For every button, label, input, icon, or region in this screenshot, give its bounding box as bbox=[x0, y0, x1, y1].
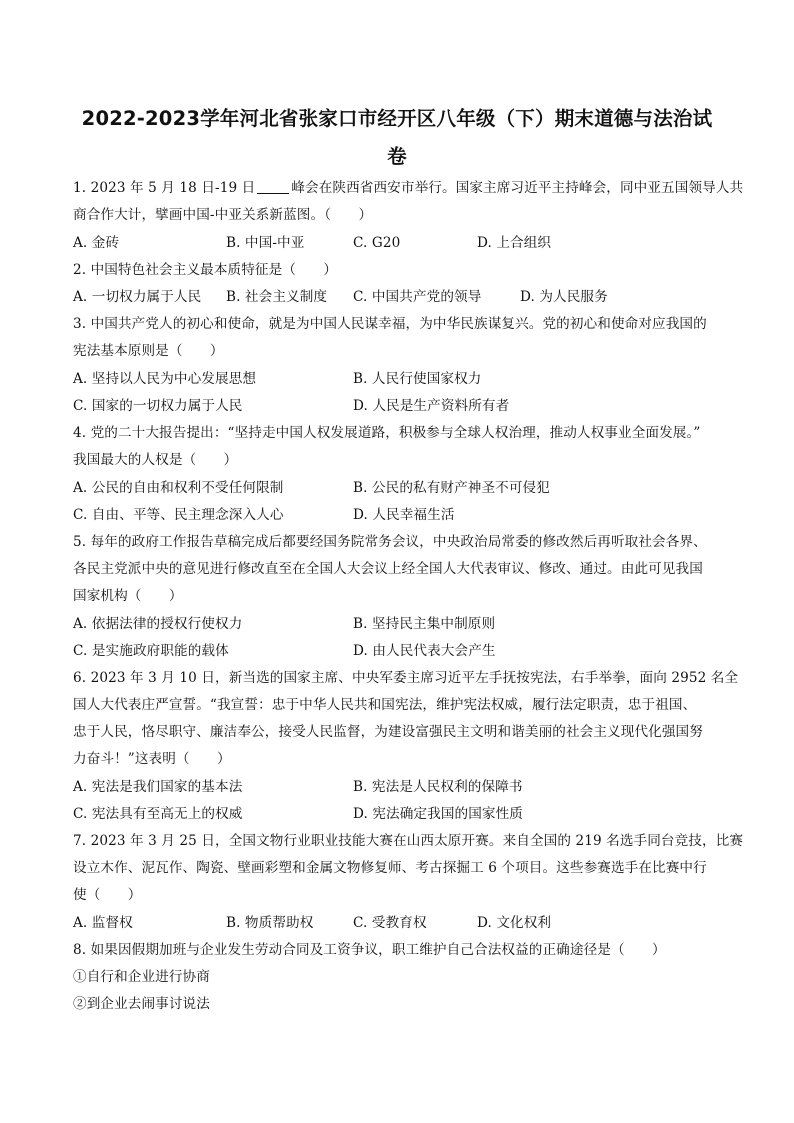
question-8-item-2: ②到企业去闹事讨说法 bbox=[73, 996, 210, 1012]
option-c: C. 中国共产党的领导 bbox=[353, 289, 482, 305]
question-6-line-2: 国人大代表庄严宣誓。“我宣誓：忠于中华人民共和国宪法，维护宪法权威，履行法定职责，忠于祖国、 bbox=[73, 697, 697, 713]
option-b: B. 中国-中亚 bbox=[226, 235, 305, 251]
option-d: D. 文化权利 bbox=[477, 915, 552, 931]
option-c: C. 国家的一切权力属于人民 bbox=[73, 398, 243, 414]
exam-title bbox=[60, 100, 734, 176]
question-6-line-4: 力奋斗！”这表明（ ） bbox=[73, 751, 231, 767]
option-c: C. 宪法具有至高无上的权威 bbox=[73, 806, 243, 822]
question-7-line-2: 设立木作、泥瓦作、陶瓷、壁画彩塑和金属文物修复师、考古探掘工 6 个项目。这些参赛选手在比赛中行 bbox=[73, 860, 707, 876]
option-a: A. 宪法是我们国家的基本法 bbox=[73, 779, 243, 795]
question-1-line-1 bbox=[73, 178, 743, 198]
option-a: A. 依据法律的授权行使权力 bbox=[73, 616, 243, 632]
option-c: C. G20 bbox=[353, 235, 401, 251]
question-4-line-1: 4. 党的二十大报告提出：“坚持走中国人权发展道路，积极参与全球人权治理，推动人权事业全面发展。” bbox=[73, 425, 701, 441]
question-7-line-3: 使（ ） bbox=[73, 887, 142, 903]
question-2-line-1: 2. 中国特色社会主义最本质特征是（ ） bbox=[73, 262, 338, 278]
option-b: B. 人民行使国家权力 bbox=[353, 371, 482, 387]
option-b: B. 社会主义制度 bbox=[226, 289, 328, 305]
question-5-line-2: 各民主党派中央的意见进行修改直至在全国人大会议上经全国人大代表审议、修改、通过。由此可见我国 bbox=[73, 561, 703, 577]
option-a: A. 金砖 bbox=[73, 235, 120, 251]
option-a: A. 坚持以人民为中心发展思想 bbox=[73, 371, 257, 387]
question-7-line-1: 7. 2023 年 3 月 25 日，全国文物行业职业技能大赛在山西太原开赛。来自全国的 219 名选手同台竞技，比赛 bbox=[73, 833, 744, 849]
title-line-2: 卷 bbox=[387, 145, 407, 168]
question-1-text-b: 峰会在陕西省西安市举行。国家主席习近平主持峰会，同中亚五国领导人共 bbox=[291, 180, 744, 196]
option-d: D. 人民是生产资料所有者 bbox=[353, 398, 510, 414]
option-c: C. 自由、平等、民主理念深入人心 bbox=[73, 507, 284, 523]
question-5-line-3: 国家机构（ ） bbox=[73, 588, 183, 604]
option-b: B. 公民的私有财产神圣不可侵犯 bbox=[353, 480, 550, 496]
question-1-line-2: 商合作大计，擘画中国-中亚关系新蓝图。（ ） bbox=[73, 207, 373, 223]
option-c: C. 受教育权 bbox=[353, 915, 427, 931]
option-b: B. 物质帮助权 bbox=[226, 915, 314, 931]
question-3-line-1: 3. 中国共产党人的初心和使命，就是为中国人民谋幸福，为中华民族谋复兴。党的初心和使命对应我国的 bbox=[73, 316, 707, 332]
option-d: D. 人民幸福生活 bbox=[353, 507, 455, 523]
option-c: C. 是实施政府职能的载体 bbox=[73, 643, 229, 659]
option-a: A. 一切权力属于人民 bbox=[73, 289, 202, 305]
question-3-line-2: 宪法基本原则是（ ） bbox=[73, 343, 224, 359]
question-6-line-3: 忠于人民，恪尽职守、廉洁奉公，接受人民监督，为建设富强民主文明和谐美丽的社会主义现代化强国努 bbox=[73, 724, 703, 740]
option-a: A. 监督权 bbox=[73, 915, 133, 931]
option-a: A. 公民的自由和权利不受任何限制 bbox=[73, 480, 284, 496]
question-8-item-1: ①自行和企业进行协商 bbox=[73, 969, 210, 985]
question-8-line-1: 8. 如果因假期加班与企业发生劳动合同及工资争议，职工维护自己合法权益的正确途径是（ ） bbox=[73, 942, 666, 958]
option-b: B. 坚持民主集中制原则 bbox=[353, 616, 496, 632]
option-b: B. 宪法是人民权利的保障书 bbox=[353, 779, 523, 795]
option-d: D. 为人民服务 bbox=[520, 289, 608, 305]
title-line-1: 2022-2023学年河北省张家口市经开区八年级（下）期末道德与法治试 bbox=[81, 107, 713, 130]
option-d: D. 宪法确定我国的国家性质 bbox=[353, 806, 523, 822]
option-d: D. 上合组织 bbox=[477, 235, 552, 251]
question-4-line-2: 我国最大的人权是（ ） bbox=[73, 452, 238, 468]
question-1-text-a: 1. 2023 年 5 月 18 日-19 日 bbox=[73, 180, 256, 196]
fill-blank bbox=[257, 179, 289, 194]
option-d: D. 由人民代表大会产生 bbox=[353, 643, 496, 659]
question-6-line-1: 6. 2023 年 3 月 10 日，新当选的国家主席、中央军委主席习近平左手抚按宪法，右手举拳，面向 2952 名全 bbox=[73, 670, 739, 686]
question-5-line-1: 5. 每年的政府工作报告草稿完成后都要经国务院常务会议，中央政治局常委的修改然后再听取社会各界、 bbox=[73, 534, 707, 550]
